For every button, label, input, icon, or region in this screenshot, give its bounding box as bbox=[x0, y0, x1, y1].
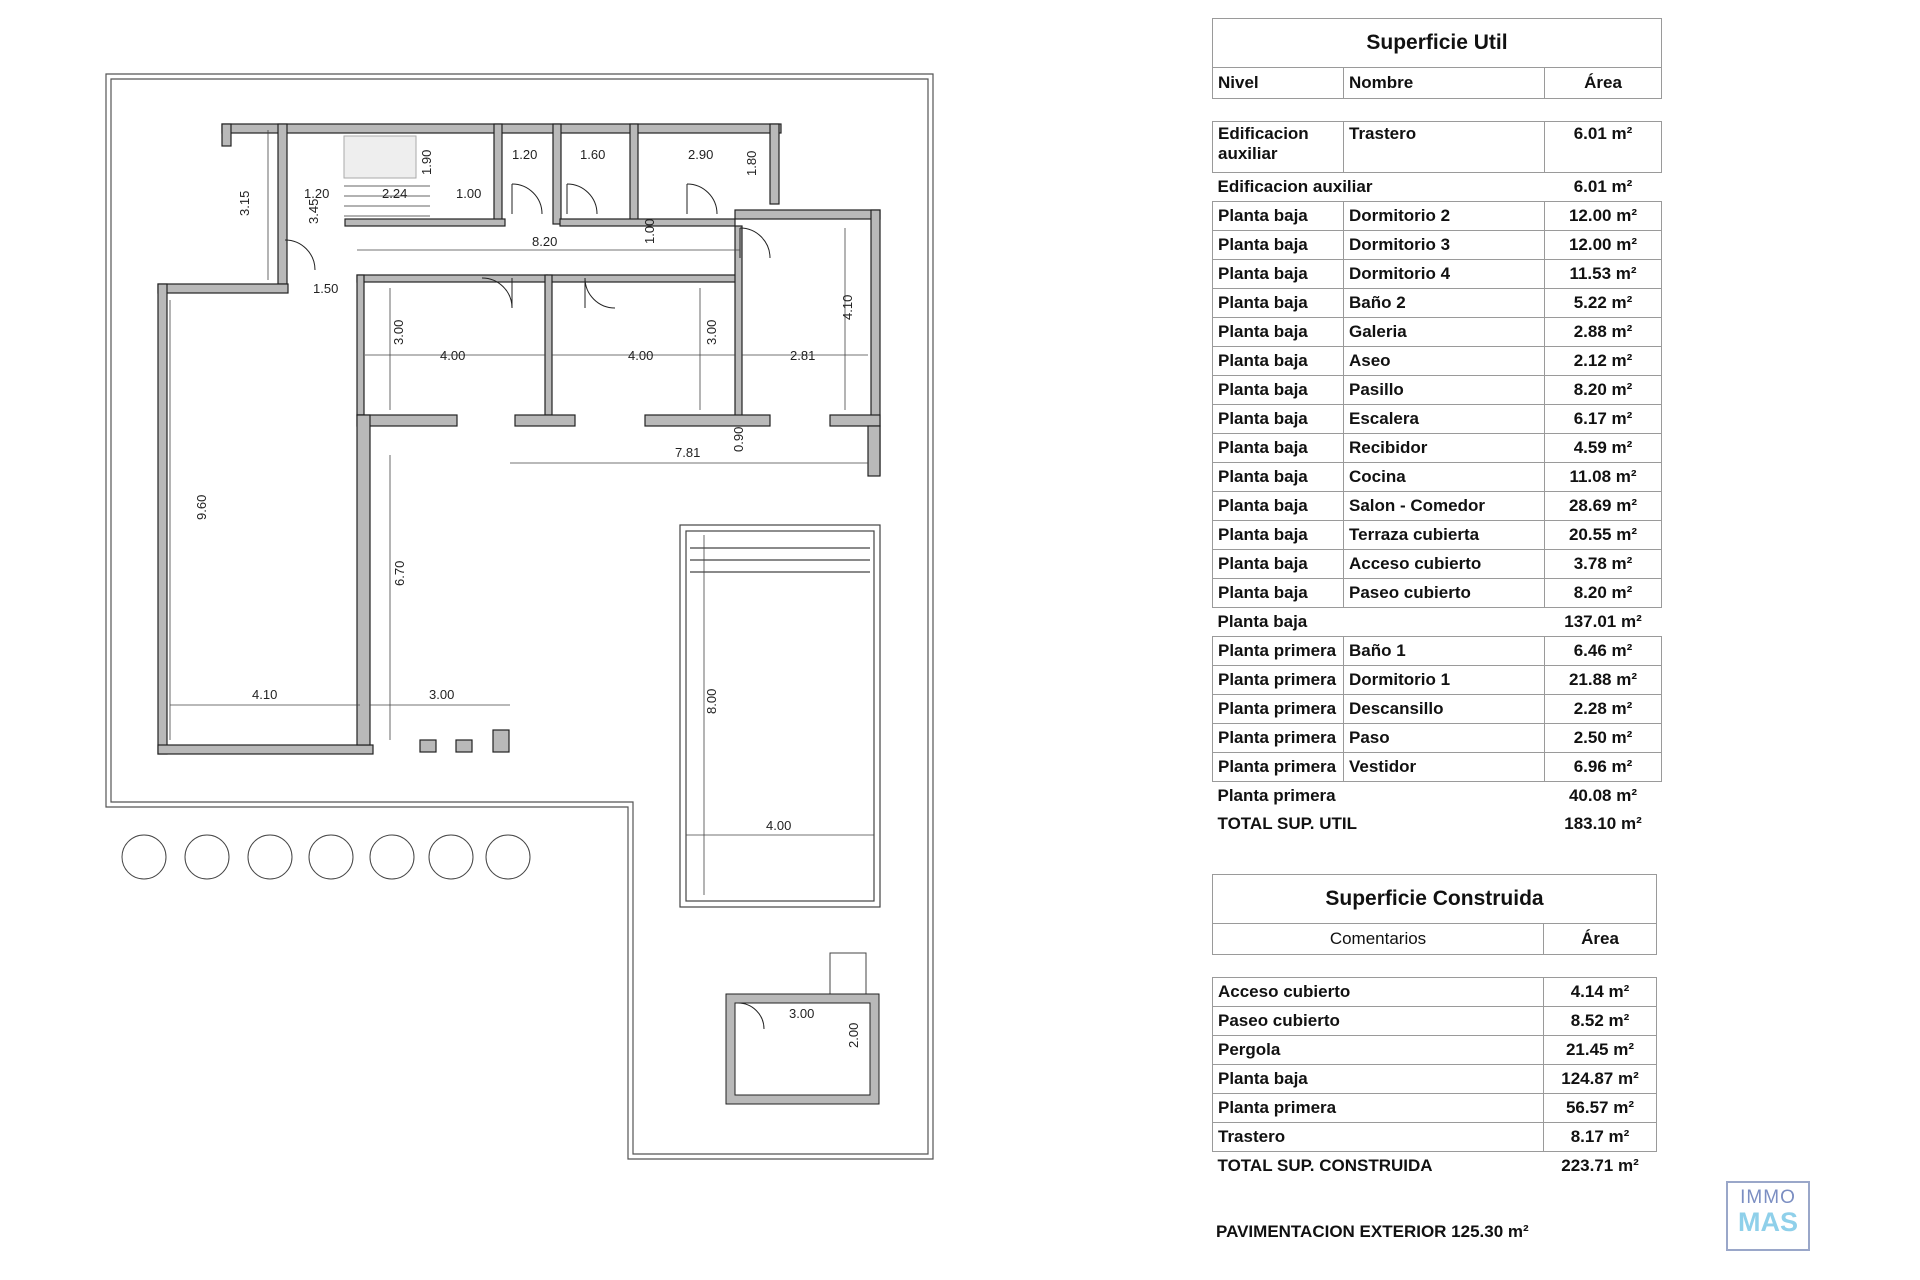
util-nivel: Planta baja bbox=[1213, 231, 1344, 260]
util-nombre: Recibidor bbox=[1344, 434, 1545, 463]
util-nivel: Planta primera bbox=[1213, 695, 1344, 724]
util-area: 6.01 m² bbox=[1545, 122, 1662, 173]
cons-area: 8.17 m² bbox=[1544, 1123, 1657, 1152]
util-nivel: Planta baja bbox=[1213, 434, 1344, 463]
util-nombre: Salon - Comedor bbox=[1344, 492, 1545, 521]
util-area: 4.59 m² bbox=[1545, 434, 1662, 463]
cons-area: 4.14 m² bbox=[1544, 978, 1657, 1007]
cons-name: Acceso cubierto bbox=[1213, 978, 1544, 1007]
util-area: 8.20 m² bbox=[1545, 376, 1662, 405]
dimension-lines bbox=[170, 130, 874, 895]
util-nivel: Planta primera bbox=[1213, 666, 1344, 695]
util-subtotal-label: Edificacion auxiliar bbox=[1217, 177, 1373, 196]
util-nivel: Planta baja bbox=[1213, 492, 1344, 521]
dim-label: 2.00 bbox=[846, 1022, 861, 1048]
util-subtotal-area: 40.08 m² bbox=[1568, 786, 1638, 805]
cons-area: 21.45 m² bbox=[1544, 1036, 1657, 1065]
util-area: 2.88 m² bbox=[1545, 318, 1662, 347]
dim-label: 1.90 bbox=[419, 149, 434, 175]
dim-label: 1.20 bbox=[512, 147, 538, 162]
util-title: Superficie Util bbox=[1213, 19, 1662, 68]
util-subtotal-area: 6.01 m² bbox=[1573, 177, 1633, 196]
stair bbox=[344, 136, 430, 216]
util-total-area: 183.10 m² bbox=[1564, 814, 1642, 833]
superficie-util-table bbox=[1212, 18, 1662, 838]
walls bbox=[158, 124, 880, 754]
dim-label: 0.90 bbox=[731, 426, 746, 452]
util-area: 28.69 m² bbox=[1545, 492, 1662, 521]
util-subtotal-label: Planta primera bbox=[1217, 786, 1336, 805]
dim-label: 8.20 bbox=[532, 234, 558, 249]
dim-label: 1.50 bbox=[313, 281, 339, 296]
dim-label: 2.24 bbox=[382, 186, 408, 201]
util-nombre: Aseo bbox=[1344, 347, 1545, 376]
util-nivel: Planta baja bbox=[1213, 463, 1344, 492]
util-nombre: Vestidor bbox=[1344, 753, 1545, 782]
util-nivel: Planta baja bbox=[1213, 260, 1344, 289]
pavimentacion-exterior: PAVIMENTACION EXTERIOR 125.30 m² bbox=[1216, 1222, 1529, 1241]
dim-label: 3.00 bbox=[391, 319, 406, 345]
dim-label: 2.81 bbox=[790, 348, 816, 363]
util-area: 3.78 m² bbox=[1545, 550, 1662, 579]
header-comentarios: Comentarios bbox=[1213, 924, 1544, 955]
dim-label: 1.80 bbox=[744, 150, 759, 176]
util-area: 11.53 m² bbox=[1545, 260, 1662, 289]
cons-name: Planta baja bbox=[1213, 1065, 1544, 1094]
util-nivel: Planta baja bbox=[1213, 405, 1344, 434]
util-area: 2.28 m² bbox=[1545, 695, 1662, 724]
util-area: 11.08 m² bbox=[1545, 463, 1662, 492]
dim-label: 3.15 bbox=[237, 190, 252, 216]
util-nivel: Planta baja bbox=[1213, 579, 1344, 608]
cons-name: Paseo cubierto bbox=[1213, 1007, 1544, 1036]
dim-label: 1.00 bbox=[456, 186, 482, 201]
trees bbox=[122, 835, 530, 879]
util-nombre: Baño 2 bbox=[1344, 289, 1545, 318]
dim-label: 4.00 bbox=[440, 348, 466, 363]
header-nombre: Nombre bbox=[1344, 68, 1545, 99]
util-nivel: Planta baja bbox=[1213, 289, 1344, 318]
dim-label: 2.90 bbox=[688, 147, 714, 162]
util-nivel: Planta primera bbox=[1213, 724, 1344, 753]
util-nivel: Planta primera bbox=[1213, 753, 1344, 782]
util-nombre: Dormitorio 1 bbox=[1344, 666, 1545, 695]
dim-label: 4.00 bbox=[766, 818, 792, 833]
cons-name: Pergola bbox=[1213, 1036, 1544, 1065]
util-area: 12.00 m² bbox=[1545, 202, 1662, 231]
dim-label: 4.10 bbox=[840, 294, 855, 320]
immo-mas-logo bbox=[1726, 1181, 1810, 1251]
util-nombre: Pasillo bbox=[1344, 376, 1545, 405]
superficie-construida-table bbox=[1212, 874, 1657, 1180]
util-nombre: Descansillo bbox=[1344, 695, 1545, 724]
util-area: 6.96 m² bbox=[1545, 753, 1662, 782]
dim-label: 1.00 bbox=[642, 218, 657, 244]
util-area: 21.88 m² bbox=[1545, 666, 1662, 695]
util-nombre: Dormitorio 4 bbox=[1344, 260, 1545, 289]
dim-label: 3.00 bbox=[704, 319, 719, 345]
util-subtotal-area: 137.01 m² bbox=[1564, 612, 1642, 631]
util-area: 2.50 m² bbox=[1545, 724, 1662, 753]
util-nombre: Escalera bbox=[1344, 405, 1545, 434]
logo-line2: MAS bbox=[1738, 1207, 1798, 1237]
dim-label: 8.00 bbox=[704, 688, 719, 714]
dim-label: 4.10 bbox=[252, 687, 278, 702]
util-area: 8.20 m² bbox=[1545, 579, 1662, 608]
header-area: Área bbox=[1545, 68, 1662, 99]
util-nivel: Planta baja bbox=[1213, 550, 1344, 579]
util-nombre: Cocina bbox=[1344, 463, 1545, 492]
util-area: 2.12 m² bbox=[1545, 347, 1662, 376]
util-nombre: Paseo cubierto bbox=[1344, 579, 1545, 608]
util-subtotal-label: Planta baja bbox=[1217, 612, 1308, 631]
dim-label: 3.00 bbox=[429, 687, 455, 702]
util-nivel: Planta baja bbox=[1213, 347, 1344, 376]
dim-label: 7.81 bbox=[675, 445, 701, 460]
dim-label: 6.70 bbox=[392, 560, 407, 586]
util-area: 12.00 m² bbox=[1545, 231, 1662, 260]
util-nombre: Trastero bbox=[1344, 122, 1545, 173]
cons-area: 56.57 m² bbox=[1544, 1094, 1657, 1123]
util-nivel: Planta baja bbox=[1213, 318, 1344, 347]
util-area: 20.55 m² bbox=[1545, 521, 1662, 550]
util-nivel: Planta baja bbox=[1213, 376, 1344, 405]
util-area: 5.22 m² bbox=[1545, 289, 1662, 318]
dim-label: 3.00 bbox=[789, 1006, 815, 1021]
util-total-label: TOTAL SUP. UTIL bbox=[1217, 814, 1357, 833]
cons-total-label: TOTAL SUP. CONSTRUIDA bbox=[1217, 1156, 1433, 1175]
util-nombre: Dormitorio 2 bbox=[1344, 202, 1545, 231]
cons-area: 124.87 m² bbox=[1544, 1065, 1657, 1094]
util-nivel: Planta baja bbox=[1213, 202, 1344, 231]
cons-name: Planta primera bbox=[1213, 1094, 1544, 1123]
util-nombre: Paso bbox=[1344, 724, 1545, 753]
util-nombre: Galeria bbox=[1344, 318, 1545, 347]
util-nivel: Planta primera bbox=[1213, 637, 1344, 666]
util-nivel: Planta baja bbox=[1213, 521, 1344, 550]
util-nombre: Acceso cubierto bbox=[1344, 550, 1545, 579]
cons-title: Superficie Construida bbox=[1213, 875, 1657, 924]
util-nombre: Terraza cubierta bbox=[1344, 521, 1545, 550]
dim-label: 9.60 bbox=[194, 494, 209, 520]
cons-name: Trastero bbox=[1213, 1123, 1544, 1152]
logo-line1: IMMO bbox=[1740, 1187, 1796, 1208]
dim-label: 4.00 bbox=[628, 348, 654, 363]
pool bbox=[680, 525, 880, 907]
util-area: 6.17 m² bbox=[1545, 405, 1662, 434]
header-nivel: Nivel bbox=[1213, 68, 1344, 99]
cons-total-area: 223.71 m² bbox=[1561, 1156, 1639, 1175]
header-area: Área bbox=[1544, 924, 1657, 955]
util-area: 6.46 m² bbox=[1545, 637, 1662, 666]
util-nombre: Baño 1 bbox=[1344, 637, 1545, 666]
util-nombre: Dormitorio 3 bbox=[1344, 231, 1545, 260]
dim-label: 1.20 bbox=[304, 186, 330, 201]
cons-area: 8.52 m² bbox=[1544, 1007, 1657, 1036]
util-nivel: Edificacion auxiliar bbox=[1213, 122, 1344, 173]
dim-label: 3.45 bbox=[306, 198, 321, 224]
dim-label: 1.60 bbox=[580, 147, 606, 162]
